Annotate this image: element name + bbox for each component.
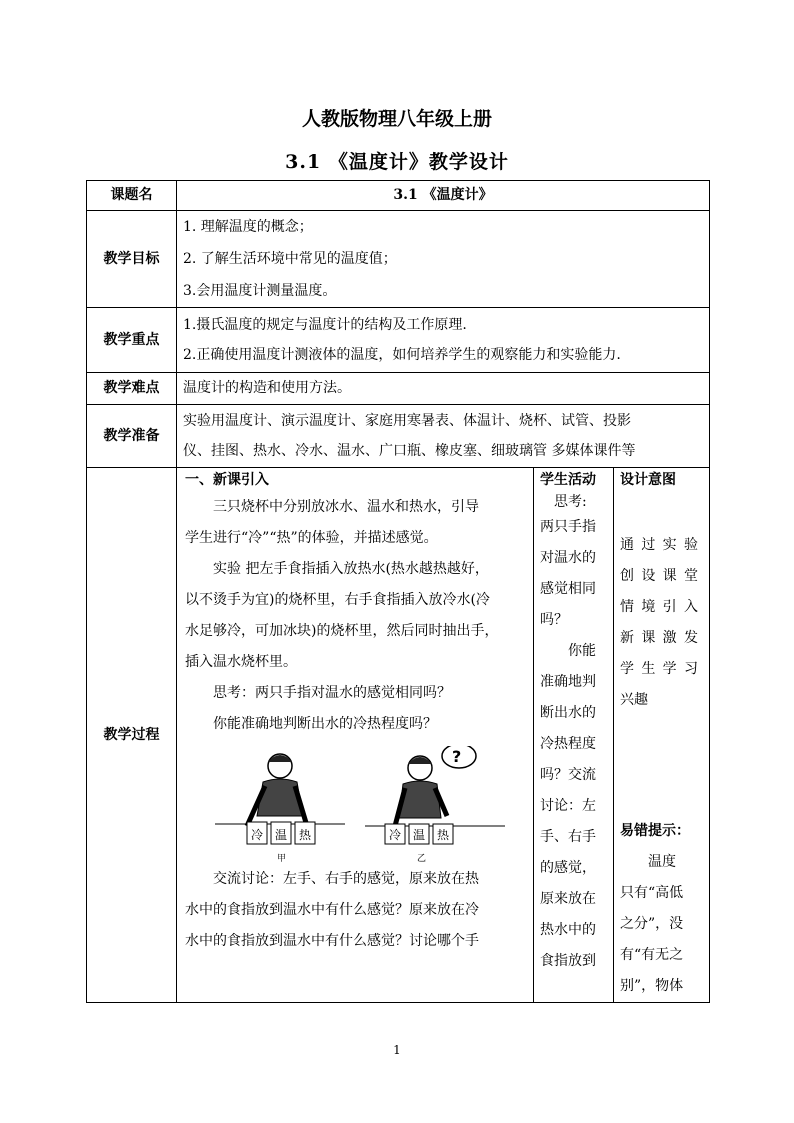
student-line: 食指放到 [540,953,596,969]
process-line: 水中的食指放到温水中有什么感觉？讨论哪个手 [185,933,479,949]
student-line: 热水中的 [540,922,596,938]
prep-value [177,405,710,468]
beaker-label: 热 [437,828,450,842]
tip-line: 之分”，没 [620,916,684,932]
process-line: 水足够冷，可加冰块)的烧杯里，然后同时抽出手， [185,623,499,639]
lesson-table [86,180,710,1003]
tip-line: 只有“高低 [620,885,684,901]
process-label: 教学过程 [87,468,177,1003]
student-line: 的感觉， [540,860,596,876]
beaker-label: 温 [413,828,426,842]
student-line: 讨论：左 [540,798,596,814]
prep-line: 仪、挂图、热水、冷水、温水、广口瓶、橡皮塞、细玻璃管 多媒体课件等 [183,443,636,459]
section-heading: 一、新课引入 [185,472,269,488]
beaker-label: 冷 [251,828,264,842]
beaker-label: 温 [275,828,288,842]
student-line: 断出水的 [540,705,596,721]
student-line: 两只手指 [540,519,596,535]
figure-caption: 甲 [277,854,287,864]
row-keypoints [87,308,710,373]
keypoints-list [177,308,710,373]
design-line: 兴趣 [620,692,648,708]
row-prep [87,405,710,468]
student-heading: 学生活动 [540,472,596,488]
beaker-label: 热 [299,828,312,842]
figure-left [215,754,345,864]
goal-item: 1. 理解温度的概念； [183,219,313,235]
experiment-illustration [185,746,526,864]
process-cell [177,468,710,1003]
design-line: 情境引入 [620,599,698,615]
process-line: 学生进行“冷”“热”的体验，并描述感觉。 [185,530,438,546]
student-line: 感觉相同 [540,581,596,597]
process-line: 插入温水烧杯里。 [185,654,297,670]
figure-right [365,746,505,864]
process-line: 思考：两只手指对温水的感觉相同吗？ [213,685,451,701]
goals-list [177,211,710,308]
student-line: 对温水的 [540,550,596,566]
tip-heading: 易错提示： [620,823,690,839]
tip-line: 温度 [648,854,676,870]
student-line: 手、右手 [540,829,596,845]
prep-label: 教学准备 [87,405,177,468]
goal-item: 3.会用温度计测量温度。 [183,283,337,299]
tip-line: 别”，物体 [620,978,684,994]
design-heading: 设计意图 [620,472,676,488]
process-line: 水中的食指放到温水中有什么感觉？原来放在冷 [185,902,479,918]
difficulty-label: 教学难点 [87,373,177,405]
row-goals [87,211,710,308]
goals-label: 教学目标 [87,211,177,308]
design-line: 创设课堂 [620,568,698,584]
question-mark: ? [452,747,462,766]
course-value: 3.1 《温度计》 [177,181,710,211]
beaker-label: 冷 [389,828,402,842]
process-line: 实验 把左手食指插入放热水(热水越热越好， [213,561,489,577]
process-line: 以不烫手为宜)的烧杯里，右手食指插入放冷水(冷 [185,592,490,608]
row-process [87,468,710,1003]
difficulty-value: 温度计的构造和使用方法。 [177,373,710,405]
process-line: 三只烧杯中分别放冰水、温水和热水，引导 [213,499,479,515]
goal-item: 2. 了解生活环境中常见的温度值； [183,251,397,267]
keypoints-label: 教学重点 [87,308,177,373]
row-difficulty [87,373,710,405]
student-line: 你能 [568,643,596,659]
student-line: 原来放在 [540,891,596,907]
doc-subtitle: 3.1 《温度计》教学设计 [285,151,509,173]
student-activity-column [533,468,612,1002]
student-line: 准确地判 [540,674,596,690]
design-intent-column [613,468,704,1002]
experiment-figure-svg [185,746,525,864]
course-label: 课题名 [87,181,177,211]
student-line: 思考: [554,494,587,510]
process-line: 交流讨论：左手、右手的感觉，原来放在热 [213,871,479,887]
keypoint-item: 1.摄氏温度的规定与温度计的结构及工作原理. [183,317,467,333]
prep-line: 实验用温度计、演示温度计、家庭用寒暑表、体温计、烧杯、试管、投影 [183,413,631,429]
student-line: 冷热程度 [540,736,596,752]
row-course [87,181,710,211]
student-line: 吗？ [540,612,568,628]
page-number: 1 [393,1043,401,1057]
process-main-column [177,468,532,1002]
design-line: 通过实验 [620,537,698,553]
keypoint-item: 2.正确使用温度计测液体的温度，如何培养学生的观察能力和实验能力. [183,347,621,363]
process-line: 你能准确地判断出水的冷热程度吗？ [213,716,437,732]
doc-title: 人教版物理八年级上册 [301,108,492,130]
figure-caption: 乙 [417,854,427,864]
design-line: 学生学习 [620,661,698,677]
student-line: 吗？交流 [540,767,596,783]
tip-line: 有“有无之 [620,947,684,963]
design-line: 新课激发 [620,630,698,646]
